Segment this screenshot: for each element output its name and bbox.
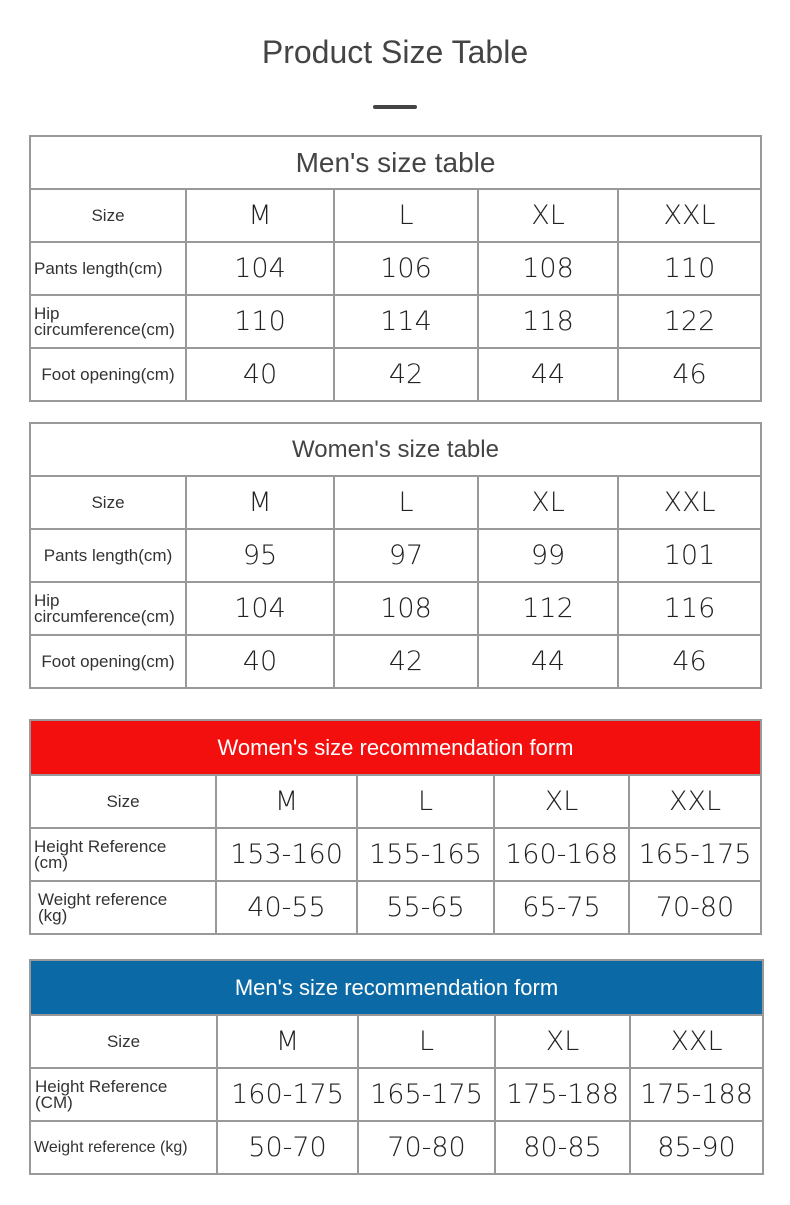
row-label-line: (kg) xyxy=(38,905,68,925)
table-cell: 70-80 xyxy=(629,881,761,934)
table-row xyxy=(30,1121,763,1174)
table-cell: 40-55 xyxy=(216,881,357,934)
table-cell: 46 xyxy=(618,348,761,401)
size-header-label: Size xyxy=(30,189,186,242)
table-cell: 160-168 xyxy=(494,828,629,881)
table-cell: 122 xyxy=(618,295,761,348)
table-row xyxy=(30,1015,763,1068)
size-header: M xyxy=(216,775,357,828)
size-header-label: Size xyxy=(30,476,186,529)
row-label: Pants length(cm) xyxy=(30,242,186,295)
table-row xyxy=(30,348,761,401)
table-cell: 104 xyxy=(186,582,334,635)
page-title: Product Size Table xyxy=(261,34,529,70)
table-row xyxy=(30,582,761,635)
row-label xyxy=(30,1068,217,1121)
row-label: Foot opening(cm) xyxy=(30,635,186,688)
table-cell: 108 xyxy=(334,582,478,635)
table-cell: 114 xyxy=(334,295,478,348)
size-header: L xyxy=(334,476,478,529)
mens-recommendation-title: Men's size recommendation form xyxy=(30,960,763,1015)
womens-size-table-title: Women's size table xyxy=(30,423,761,476)
table-cell: 112 xyxy=(478,582,618,635)
table-cell: 108 xyxy=(478,242,618,295)
row-label xyxy=(30,295,186,348)
table-cell: 44 xyxy=(478,635,618,688)
table-row xyxy=(30,1068,763,1121)
womens-size-table xyxy=(29,422,762,689)
size-header: XXL xyxy=(618,476,761,529)
table-cell: 55-65 xyxy=(357,881,494,934)
row-label-line: circumference(cm) xyxy=(34,606,175,626)
table-cell: 101 xyxy=(618,529,761,582)
table-cell: 97 xyxy=(334,529,478,582)
row-label xyxy=(30,582,186,635)
table-cell: 153-160 xyxy=(216,828,357,881)
table-row xyxy=(30,881,761,934)
table-cell: 95 xyxy=(186,529,334,582)
table-cell: 165-175 xyxy=(629,828,761,881)
size-header: M xyxy=(186,189,334,242)
row-label-line: (cm) xyxy=(34,852,68,872)
size-header: XL xyxy=(478,476,618,529)
size-header: M xyxy=(186,476,334,529)
row-label-line: (CM) xyxy=(35,1092,73,1112)
row-label: Pants length(cm) xyxy=(30,529,186,582)
size-header: XL xyxy=(494,775,629,828)
table-cell: 99 xyxy=(478,529,618,582)
table-cell: 70-80 xyxy=(358,1121,495,1174)
table-row xyxy=(30,476,761,529)
table-cell: 110 xyxy=(186,295,334,348)
table-cell: 104 xyxy=(186,242,334,295)
table-cell: 85-90 xyxy=(630,1121,763,1174)
table-cell: 110 xyxy=(618,242,761,295)
title-underline xyxy=(373,105,417,109)
table-cell: 175-188 xyxy=(630,1068,763,1121)
row-label-line: Height Reference xyxy=(34,836,167,856)
table-cell: 44 xyxy=(478,348,618,401)
table-row xyxy=(30,529,761,582)
size-header: L xyxy=(334,189,478,242)
table-row xyxy=(30,295,761,348)
mens-size-table-title: Men's size table xyxy=(30,136,761,189)
table-cell: 116 xyxy=(618,582,761,635)
row-label-line: Hip xyxy=(34,590,60,610)
row-label-line: Weight reference xyxy=(38,889,168,909)
size-header: L xyxy=(357,775,494,828)
row-label: Weight reference (kg) xyxy=(30,1121,217,1174)
table-cell: 160-175 xyxy=(217,1068,358,1121)
size-header: XXL xyxy=(630,1015,763,1068)
table-cell: 165-175 xyxy=(358,1068,495,1121)
row-label-line: Hip xyxy=(34,303,60,323)
row-label xyxy=(30,828,216,881)
row-label: Foot opening(cm) xyxy=(30,348,186,401)
table-row xyxy=(30,775,761,828)
table-cell: 42 xyxy=(334,348,478,401)
table-row xyxy=(30,242,761,295)
table-row xyxy=(30,635,761,688)
size-header: XL xyxy=(495,1015,630,1068)
table-cell: 46 xyxy=(618,635,761,688)
size-header: L xyxy=(358,1015,495,1068)
table-row xyxy=(30,828,761,881)
table-cell: 50-70 xyxy=(217,1121,358,1174)
table-cell: 65-75 xyxy=(494,881,629,934)
table-cell: 42 xyxy=(334,635,478,688)
size-header: M xyxy=(217,1015,358,1068)
table-cell: 106 xyxy=(334,242,478,295)
size-header-label: Size xyxy=(30,775,216,828)
mens-recommendation-table xyxy=(29,959,764,1175)
row-label xyxy=(30,881,216,934)
table-cell: 80-85 xyxy=(495,1121,630,1174)
table-cell: 40 xyxy=(186,635,334,688)
size-header: XXL xyxy=(629,775,761,828)
row-label-line: Height Reference xyxy=(35,1076,168,1096)
size-header: XL xyxy=(478,189,618,242)
womens-recommendation-table xyxy=(29,719,762,935)
row-label-line: circumference(cm) xyxy=(34,319,175,339)
size-header-label: Size xyxy=(30,1015,217,1068)
womens-recommendation-title: Women's size recommendation form xyxy=(30,720,761,775)
table-cell: 118 xyxy=(478,295,618,348)
size-header: XXL xyxy=(618,189,761,242)
table-cell: 155-165 xyxy=(357,828,494,881)
table-cell: 175-188 xyxy=(495,1068,630,1121)
mens-size-table xyxy=(29,135,762,402)
table-row xyxy=(30,189,761,242)
table-cell: 40 xyxy=(186,348,334,401)
